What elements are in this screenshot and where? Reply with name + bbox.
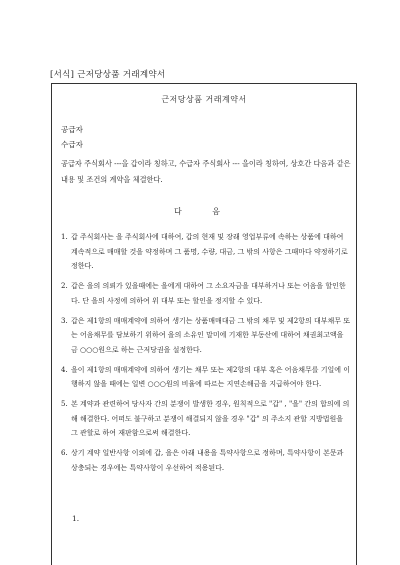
clause-number: 2. xyxy=(61,282,68,290)
form-label: [서식] 근저당상품 거래계약서 xyxy=(50,70,166,80)
special-item-number: 1. xyxy=(72,514,80,523)
clause-number: 1. xyxy=(61,233,68,241)
clause-3 xyxy=(61,314,351,358)
section-heading: 다 음 xyxy=(174,207,234,216)
supplier-label: 공급자 xyxy=(61,125,84,134)
contract-box xyxy=(51,83,357,565)
receiver-label: 수급자 xyxy=(61,140,84,149)
clause-5 xyxy=(61,397,351,441)
intro-paragraph: 공급자 주식회사 ---을 갑이라 칭하고, 수급자 주식회사 --- 을이라 칭하여, 상호간 다음과 같은 내용 및 조건의 계약을 체결한다. xyxy=(61,159,351,184)
clause-number: 6. xyxy=(61,449,68,457)
document-title: 근저당상품 거래계약서 xyxy=(161,95,247,104)
clause-4 xyxy=(61,363,351,392)
clause-text: 갑 주식회사는 을 주식회사에 대하여, 갑의 현재 및 장래 영업부류에 속하는 상품에 대하여 계속적으로 매매할 것을 약정하며 그 품명, 수량, 대금, 그 밖의 사항은 그때마다 약정하기로 정한다. xyxy=(71,233,348,270)
clause-text: 갑은 제1항의 매매계약에 의하여 생기는 상품매매대금 그 밖의 채무 및 제2항의 대부채무 또는 어음채무를 담보하기 위하여 을의 소유인 말미에 기재한 부동산에 대하여 채권최고액을 금 ○○○원으로 하는 근저당권을 설정한다. xyxy=(71,316,351,354)
clause-6 xyxy=(61,446,351,475)
clause-text: 본 계약과 관련하여 당사자 간의 분쟁이 발생한 경우, 원칙적으로 "갑" , "을" 간의 합의에 의해 해결한다. 어떠도 불구하고 분쟁이 해결되지 않을 경우 "갑" 의 주소지 관할 지방법원을 그 관할로 하여 재판함으로써 해결한다. xyxy=(71,400,350,437)
clause-text: 상기 계약 일반사항 이외에 갑, 을은 아래 내용을 특약사항으로 정하며, 특약사항이 본문과 상충되는 경우에는 특약사항이 우선하여 적용된다. xyxy=(71,449,344,472)
clause-1 xyxy=(61,230,351,274)
clause-list xyxy=(61,230,351,481)
clause-2 xyxy=(61,279,351,308)
clause-number: 5. xyxy=(61,400,68,408)
clause-text: 갑은 을의 의뢰가 있을때에는 을에게 대하여 그 소요자금을 대부하거나 또는 어음을 할인한다. 단 을의 사정에 의하여 위 대부 또는 할인을 정지할 수 있다. xyxy=(71,282,346,305)
clause-number: 3. xyxy=(61,316,68,325)
clause-number: 4. xyxy=(61,365,68,374)
clause-text: 을이 제1항의 매매계약에 의하여 생기는 채무 또는 제2항의 대부 혹은 어음채무를 기일에 이행하지 않을 때에는 일변 ○○○원의 비율에 따르는 지연손해금을 지급하여야 한다. xyxy=(71,365,351,388)
